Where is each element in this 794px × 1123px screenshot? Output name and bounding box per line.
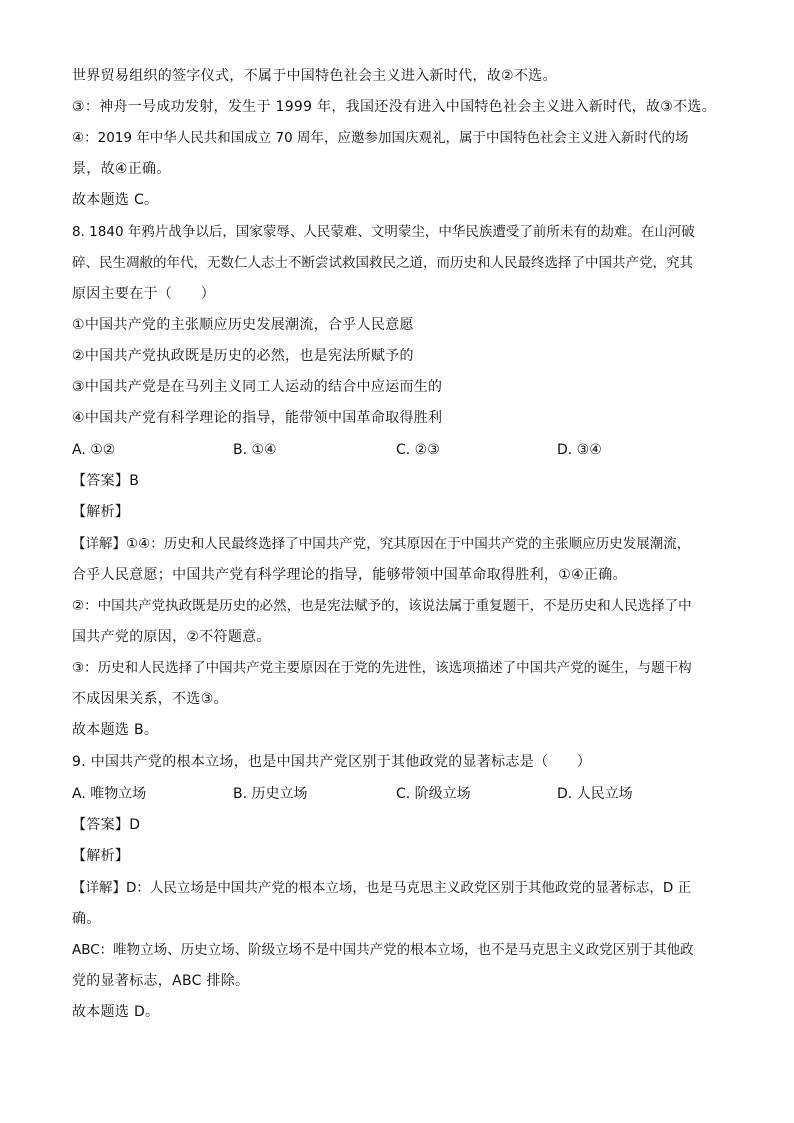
question-8-detail: ③：历史和人民选择了中国共产党主要原因在于党的先进性，该选项描述了中国共产党的诞生，与题干构 <box>72 660 692 676</box>
question-9-detail: 党的显著标志，ABC 排除。 <box>72 973 250 989</box>
question-9-option-d: D. 人民立场 <box>557 786 633 802</box>
question-8-option-a: A. ①② <box>72 442 116 458</box>
question-8-detail: ②：中国共产党执政既是历史的必然，也是宪法赋予的，该说法属于重复题干，不是历史和人民选择了中 <box>72 598 692 614</box>
question-8-answer: 【答案】B <box>72 473 140 489</box>
question-9-option-a: A. 唯物立场 <box>72 786 147 802</box>
question-8-stem: 碎、民生凋敝的年代，无数仁人志士不断尝试救国救民之道，而历史和人民最终选择了中国共产党，究其 <box>72 255 693 271</box>
question-9-detail: 确。 <box>72 911 101 927</box>
question-9-analysis-heading: 【解析】 <box>72 848 130 864</box>
conclusion-line: 故本题选 C。 <box>72 192 159 208</box>
question-8-detail: 国共产党的原因，②不符题意。 <box>72 629 271 645</box>
question-9-option-c: C. 阶级立场 <box>396 786 471 802</box>
text-line: 世界贸易组织的签字仪式，不属于中国特色社会主义进入新时代，故②不选。 <box>72 68 557 84</box>
question-8-stem: 原因主要在于（ ） <box>72 286 215 302</box>
question-8-detail: 不成因果关系，不选③。 <box>72 691 228 707</box>
question-9-detail: 【详解】D：人民立场是中国共产党的根本立场，也是马克思主义政党区别于其他政党的显著标志，D 正 <box>72 880 692 896</box>
question-9-stem: 9. 中国共产党的根本立场，也是中国共产党区别于其他政党的显著标志是（ ） <box>72 754 592 770</box>
question-8-detail: 合乎人民意愿；中国共产党有科学理论的指导，能够带领中国革命取得胜利，①④正确。 <box>72 567 627 583</box>
question-8-detail: 【详解】①④：历史和人民最终选择了中国共产党，究其原因在于中国共产党的主张顺应历史发展潮流， <box>72 536 691 552</box>
question-8-statement: ③中国共产党是在马列主义同工人运动的结合中应运而生的 <box>72 379 443 395</box>
text-line: 景，故④正确。 <box>72 161 171 177</box>
question-8-statement: ②中国共产党执政既是历史的必然，也是宪法所赋予的 <box>72 348 414 364</box>
question-8-statement: ①中国共产党的主张顺应历史发展潮流，合乎人民意愿 <box>72 317 414 333</box>
question-8-analysis-heading: 【解析】 <box>72 504 130 520</box>
question-8-option-b: B. ①④ <box>233 442 277 458</box>
question-8-option-d: D. ③④ <box>557 442 602 458</box>
text-line: ④：2019 年中华人民共和国成立 70 周年，应邀参加国庆观礼，属于中国特色社会主义进入新时代的场 <box>72 130 689 146</box>
question-8-option-c: C. ②③ <box>396 442 440 458</box>
question-9-detail: ABC：唯物立场、历史立场、阶级立场不是中国共产党的根本立场，也不是马克思主义政党区别于其他政 <box>72 942 694 958</box>
question-8-stem: 8. 1840 年鸦片战争以后，国家蒙辱、人民蒙难、文明蒙尘，中华民族遭受了前所未有的劫难。在山河破 <box>72 224 695 240</box>
question-9-answer: 【答案】D <box>72 817 141 833</box>
text-line: ③：神舟一号成功发射，发生于 1999 年，我国还没有进入中国特色社会主义进入新时代，故③不选。 <box>72 99 717 115</box>
question-9-conclusion: 故本题选 D。 <box>72 1004 160 1020</box>
question-9-option-b: B. 历史立场 <box>233 786 308 802</box>
question-8-conclusion: 故本题选 B。 <box>72 722 159 738</box>
question-8-statement: ④中国共产党有科学理论的指导，能带领中国革命取得胜利 <box>72 410 443 426</box>
